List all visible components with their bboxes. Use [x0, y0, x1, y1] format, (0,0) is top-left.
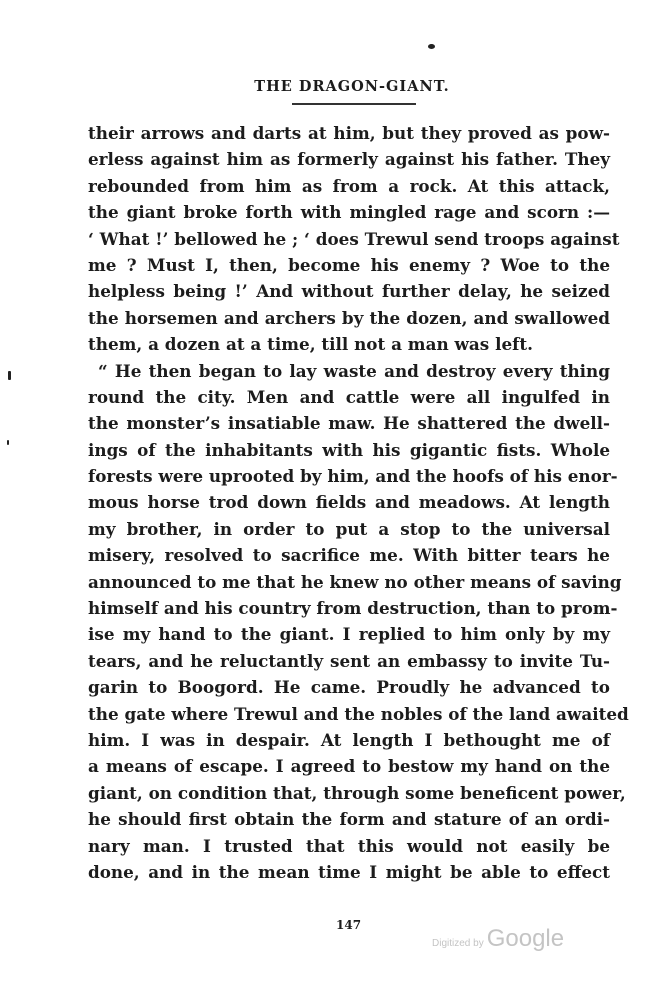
text-line: me ? Must I, then, become his enemy ? Woe to the	[88, 254, 610, 275]
ink-speck	[8, 371, 11, 380]
watermark-brand: Google	[486, 925, 565, 952]
text-line: himself and his country from destruction, than to prom-	[88, 598, 618, 619]
text-line: erless against him as formerly against his father. They	[88, 149, 610, 170]
text-line: ‘ What !’ bellowed he ; ‘ does Trewul send troops against	[88, 228, 620, 249]
text-line: the gate where Trewul and the nobles of the land awaited	[88, 703, 629, 724]
text-line: giant, on condition that, through some beneficent power,	[88, 782, 626, 803]
text-line: “ He then began to lay waste and destroy every thing	[98, 360, 610, 381]
text-line: them, a dozen at a time, till not a man was left.	[88, 334, 533, 355]
text-line: mous horse trod down fields and meadows. At length	[88, 492, 610, 513]
text-line: tears, and he reluctantly sent an embassy to invite Tu-	[88, 650, 610, 671]
text-line: ise my hand to the giant. I replied to him only by my	[88, 624, 610, 645]
text-line: done, and in the mean time I might be able to effect	[88, 861, 610, 882]
header-rule	[292, 103, 416, 105]
ink-speck	[7, 440, 9, 445]
body-text	[88, 120, 629, 885]
text-line: announced to me that he knew no other means of saving	[88, 571, 622, 592]
text-line: helpless being !’ And without further delay, he seized	[88, 281, 610, 302]
text-line: round the city. Men and cattle were all ingulfed in	[88, 386, 610, 407]
text-line: my brother, in order to put a stop to the universal	[88, 518, 610, 539]
text-line: rebounded from him as from a rock. At this attack,	[88, 175, 610, 196]
watermark-prefix: Digitized by	[432, 938, 484, 949]
text-line: him. I was in despair. At length I bethought me of	[88, 729, 610, 750]
text-line: ings of the inhabitants with his gigantic fists. Whole	[88, 439, 610, 460]
text-line: the giant broke forth with mingled rage and scorn :—	[88, 202, 610, 223]
ink-speck	[428, 44, 435, 49]
text-line: forests were uprooted by him, and the hoofs of his enor-	[88, 466, 618, 487]
text-line: misery, resolved to sacrifice me. With bitter tears he	[88, 545, 610, 566]
digitized-watermark	[432, 925, 564, 953]
text-line: garin to Boogord. He came. Proudly he advanced to	[88, 677, 610, 698]
text-line: he should first obtain the form and stature of an ordi-	[88, 809, 610, 830]
text-line: nary man. I trusted that this would not easily be	[88, 835, 610, 856]
running-header: THE DRAGON-GIANT.	[254, 78, 450, 95]
page-number: 147	[336, 918, 362, 932]
text-line: a means of escape. I agreed to bestow my hand on the	[88, 756, 610, 777]
text-line: the monster’s insatiable maw. He shattered the dwell-	[88, 413, 610, 434]
text-line: the horsemen and archers by the dozen, and swallowed	[88, 307, 610, 328]
text-line: their arrows and darts at him, but they proved as pow-	[88, 123, 610, 143]
